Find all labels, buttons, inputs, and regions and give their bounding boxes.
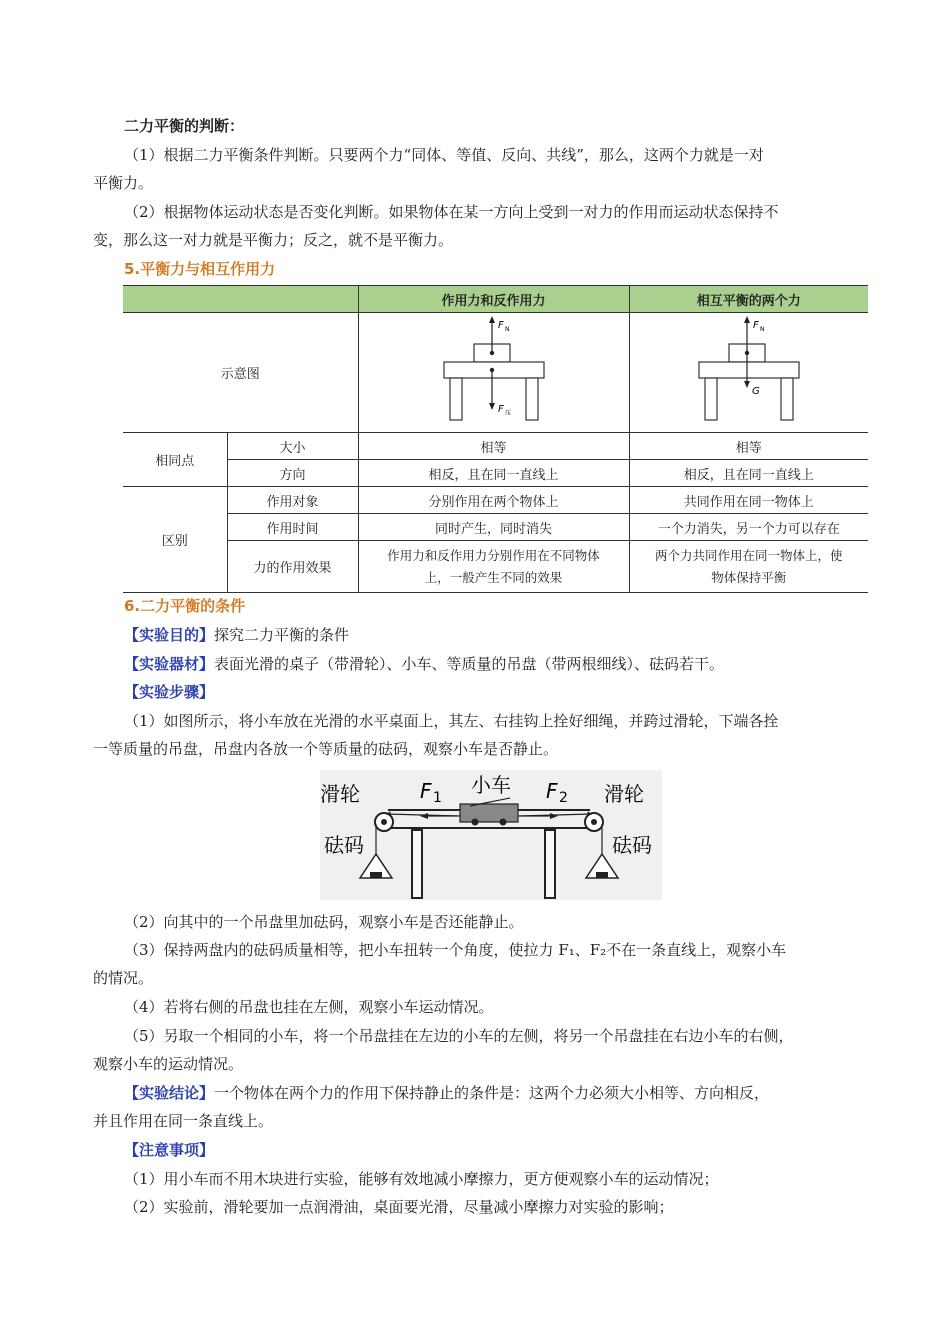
balanced-forces-diagram <box>689 314 809 428</box>
table-row <box>123 487 868 514</box>
force-fpress-sub: 压 <box>504 409 511 417</box>
judge-p1-line1: （1）根据二力平衡条件判断。只要两个力“同体、等值、反向、共线”，那么，这两个力就是一对 <box>124 146 764 164</box>
row-cell-b-line2: 物体保持平衡 <box>711 569 787 585</box>
experiment-figure <box>320 770 662 900</box>
table-row <box>123 541 868 593</box>
judge-title: 二力平衡的判断： <box>124 117 245 135</box>
steps-tag: 【实验步骤】 <box>124 683 215 701</box>
judge-p2-line2: 变，那么这一对力就是平衡力；反之，就不是平衡力。 <box>93 231 454 249</box>
diagram-label: 示意图 <box>123 313 358 433</box>
conclusion-line2: 并且作用在同一条直线上。 <box>93 1112 274 1130</box>
row-cell-b: 相反，且在同一直线上 <box>629 460 868 487</box>
row-sub-label: 作用对象 <box>227 487 358 514</box>
conclusion-text: 一个物体在两个力的作用下保持静止的条件是：这两个力必须大小相等、方向相反， <box>214 1084 770 1102</box>
judge-p1-line2: 平衡力。 <box>93 174 154 192</box>
force-fn-sub-2: N <box>759 325 765 333</box>
row-cell-b: 一个力消失，另一个力可以存在 <box>629 514 868 541</box>
row-cell-a: 同时产生，同时消失 <box>358 514 629 541</box>
pulley-right-label: 滑轮 <box>604 782 644 806</box>
force-fn-label: F <box>497 319 504 331</box>
car-label: 小车 <box>471 773 511 797</box>
step3-line1: （3）保持两盘内的砝码质量相等，把小车扭转一个角度，使拉力 F₁、F₂不在一条直线上，观察小车 <box>124 941 787 959</box>
f1-label: F <box>420 779 432 803</box>
row-cell-b-line1: 两个力共同作用在同一物体上，使 <box>654 547 843 563</box>
purpose-line <box>124 625 349 645</box>
equipment-tag: 【实验器材】 <box>124 655 215 673</box>
header-action-reaction: 作用力和反作用力 <box>358 286 629 313</box>
section6-title: 6.二力平衡的条件 <box>124 597 246 615</box>
f2-subscript: 2 <box>559 790 568 806</box>
step4: （4）若将右侧的吊盘也挂在左侧，观察小车运动情况。 <box>124 998 494 1016</box>
note2: （2）实验前，滑轮要加一点润滑油，桌面要光滑，尽量减小摩擦力对实验的影响； <box>124 1198 674 1216</box>
force-fn-label-2: F <box>752 319 759 331</box>
step1-line2: 一等质量的吊盘，吊盘内各放一个等质量的砝码，观察小车是否静止。 <box>93 740 559 758</box>
conclusion-tag: 【实验结论】 <box>124 1084 215 1102</box>
same-points-label: 相同点 <box>123 433 227 487</box>
row-cell-b: 相等 <box>629 433 868 460</box>
row-cell-a: 分别作用在两个物体上 <box>358 487 629 514</box>
notes-tag: 【注意事项】 <box>124 1141 215 1159</box>
f2-label: F <box>546 779 558 803</box>
table-row <box>123 460 868 487</box>
table-header-row <box>123 286 868 313</box>
difference-label: 区别 <box>123 487 227 593</box>
f1-subscript: 1 <box>433 790 442 806</box>
step5-line2: 观察小车的运动情况。 <box>93 1055 244 1073</box>
table-row <box>123 313 868 433</box>
section5-title: 5.平衡力与相互作用力 <box>124 260 276 278</box>
diagram-action-reaction-cell <box>358 313 629 433</box>
force-g-label: G <box>751 385 760 397</box>
row-sub-label: 作用时间 <box>227 514 358 541</box>
row-cell-a-line1: 作用力和反作用力分别作用在不同物体 <box>387 547 600 563</box>
table-row <box>123 433 868 460</box>
step3-line2: 的情况。 <box>93 969 154 987</box>
purpose-text: 探究二力平衡的条件 <box>214 626 350 644</box>
conclusion-line1 <box>124 1083 769 1103</box>
row-cell-a: 相反，且在同一直线上 <box>358 460 629 487</box>
equipment-line <box>124 654 724 674</box>
table-row <box>123 514 868 541</box>
step2: （2）向其中的一个吊盘里加砝码，观察小车是否还能静止。 <box>124 913 524 931</box>
step1-line1: （1）如图所示，将小车放在光滑的水平桌面上，其左、右挂钩上拴好细绳，并跨过滑轮，下端各拴 <box>124 712 779 730</box>
header-balanced-forces: 相互平衡的两个力 <box>629 286 868 313</box>
header-empty-cell <box>123 286 358 313</box>
row-sub-label: 力的作用效果 <box>227 541 358 593</box>
comparison-table <box>123 285 868 593</box>
action-reaction-diagram <box>434 314 554 428</box>
step5-line1: （5）另取一个相同的小车，将一个吊盘挂在左边的小车的左侧，将另一个吊盘挂在右边小车的右侧， <box>124 1027 794 1045</box>
purpose-tag: 【实验目的】 <box>124 626 215 644</box>
row-cell-a <box>358 541 629 593</box>
pulley-left-label: 滑轮 <box>320 782 360 806</box>
weight-left-label: 砝码 <box>324 833 364 857</box>
force-fpress-label: F <box>497 403 504 415</box>
row-sub-label: 大小 <box>227 433 358 460</box>
row-cell-b <box>629 541 868 593</box>
row-cell-a: 相等 <box>358 433 629 460</box>
weight-right-label: 砝码 <box>612 833 652 857</box>
diagram-balanced-cell <box>629 313 868 433</box>
force-fn-sub: N <box>504 325 509 333</box>
judge-p2-line1: （2）根据物体运动状态是否变化判断。如果物体在某一方向上受到一对力的作用而运动状态保持不 <box>124 203 779 221</box>
row-sub-label: 方向 <box>227 460 358 487</box>
note1: （1）用小车而不用木块进行实验，能够有效地减小摩擦力，更方便观察小车的运动情况； <box>124 1170 719 1188</box>
row-cell-a-line2: 上，一般产生不同的效果 <box>424 569 563 585</box>
equipment-text: 表面光滑的桌子（带滑轮）、小车、等质量的吊盘（带两根细线）、砝码若干。 <box>214 655 725 673</box>
row-cell-b: 共同作用在同一物体上 <box>629 487 868 514</box>
